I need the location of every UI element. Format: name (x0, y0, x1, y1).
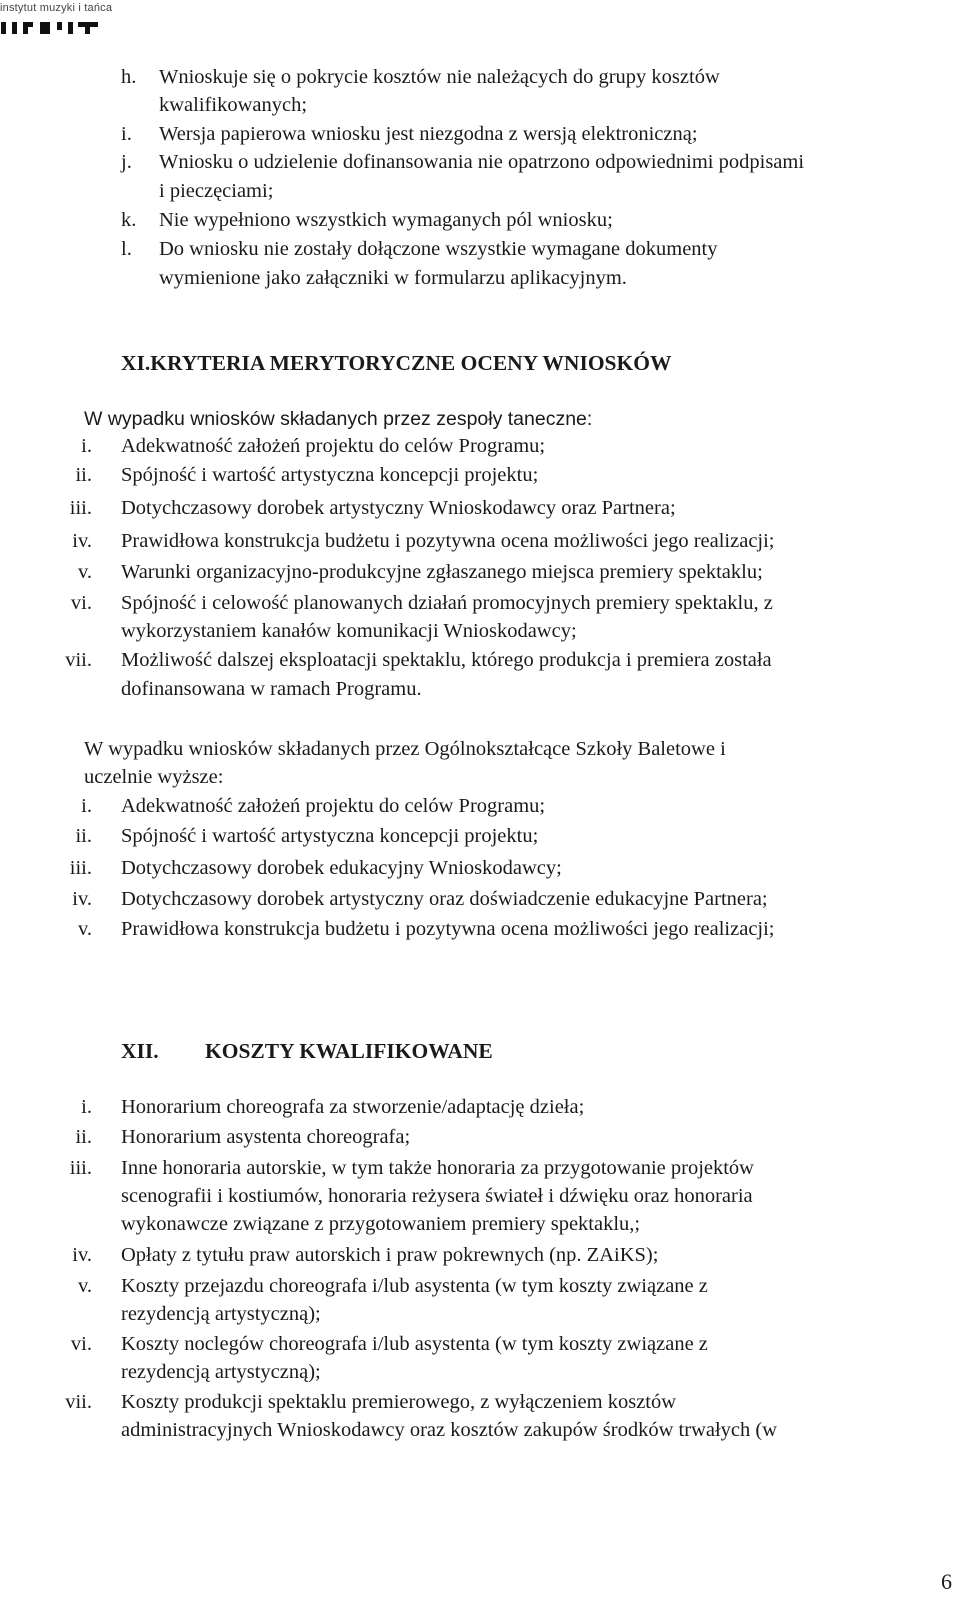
list-item-text: rezydencją artystyczną); (121, 1361, 321, 1383)
list-item-text: Honorarium choreografa za stworzenie/adaptację dzieła; (121, 1096, 585, 1118)
list-item-label: iv. (72, 1244, 92, 1266)
list-item-text: Dotychczasowy dorobek edukacyjny Wnioskodawcy; (121, 857, 562, 879)
list-item-label: j. (121, 151, 132, 173)
list-item-text: Spójność i wartość artystyczna koncepcji projektu; (121, 464, 539, 486)
list-item-label: k. (121, 209, 137, 231)
list-item-text: Prawidłowa konstrukcja budżetu i pozytywna ocena możliwości jego realizacji; (121, 918, 775, 940)
list-item-text: Prawidłowa konstrukcja budżetu i pozytywna ocena możliwości jego realizacji; (121, 530, 775, 552)
list-item-text: Koszty noclegów choreografa i/lub asystenta (w tym koszty związane z (121, 1333, 708, 1355)
list-item-text: administracyjnych Wnioskodawcy oraz kosztów zakupów środków trwałych (w (121, 1419, 778, 1441)
list-item-text: Dotychczasowy dorobek artystyczny Wnioskodawcy oraz Partnera; (121, 497, 676, 519)
list-item-label: l. (121, 238, 132, 260)
list-item-text: Adekwatność założeń projektu do celów Programu; (121, 795, 546, 817)
list-item-text: Wniosku o udzielenie dofinansowania nie opatrzono odpowiednimi podpisami (159, 151, 805, 173)
section-xii-title: KOSZTY KWALIFIKOWANE (205, 1039, 493, 1063)
list-item-text: dofinansowana w ramach Programu. (121, 678, 422, 700)
logo-text: instytut muzyki i tańca (0, 2, 113, 14)
list-item-text: Spójność i wartość artystyczna koncepcji projektu; (121, 825, 539, 847)
list-item-text: wykonawcze związane z przygotowaniem premiery spektaklu,; (121, 1213, 641, 1235)
list-item-label: h. (121, 66, 137, 88)
list-item-text: Warunki organizacyjno-produkcyjne zgłaszanego miejsca premiery spektaklu; (121, 561, 763, 583)
intro-text: uczelnie wyższe: (84, 766, 224, 788)
list-item-label: v. (77, 561, 92, 583)
list-item-label: iv. (72, 530, 92, 552)
list-item-text: Możliwość dalszej eksploatacji spektaklu, którego produkcja i premiera została (121, 649, 772, 671)
list-item-text: Koszty produkcji spektaklu premierowego, z wyłączeniem kosztów (121, 1391, 677, 1413)
list-item-label: iii. (69, 1157, 92, 1179)
list-item-label: i. (81, 1096, 92, 1118)
logo-mark-icon (0, 18, 100, 36)
section-xi-intro: W wypadku wniosków składanych przez zespoły taneczne: (84, 408, 593, 430)
list-item-label: vi. (70, 1333, 92, 1355)
list-item-text: Dotychczasowy dorobek artystyczny oraz doświadczenie edukacyjne Partnera; (121, 888, 768, 910)
list-item-label: ii. (75, 1126, 92, 1148)
list-item-text: scenografii i kostiumów, honoraria reżysera świateł i dźwięku oraz honoraria (121, 1185, 753, 1207)
list-item-text: Adekwatność założeń projektu do celów Programu; (121, 435, 546, 457)
list-item-text: Wersja papierowa wniosku jest niezgodna z wersją elektroniczną; (159, 123, 698, 145)
list-item-label: v. (77, 1275, 92, 1297)
list-item-text: wymienione jako załączniki w formularzu aplikacyjnym. (159, 267, 627, 289)
list-item-label: vii. (65, 1391, 92, 1413)
list-item-text: Inne honoraria autorskie, w tym także honoraria za przygotowanie projektów (121, 1157, 754, 1179)
intro-text: W wypadku wniosków składanych przez Ogólnokształcące Szkoły Baletowe i (84, 738, 726, 760)
list-item-label: i. (81, 435, 92, 457)
list-item-label: iii. (69, 497, 92, 519)
list-item-label: iv. (72, 888, 92, 910)
list-item-text: i pieczęciami; (159, 180, 274, 202)
list-item-label: vii. (65, 649, 92, 671)
list-item-label: ii. (75, 825, 92, 847)
list-item-text: Honorarium asystenta choreografa; (121, 1126, 411, 1148)
list-item-text: Do wniosku nie zostały dołączone wszystkie wymagane dokumenty (159, 238, 718, 260)
list-item-label: ii. (75, 464, 92, 486)
page-number: 6 (941, 1569, 952, 1594)
list-item-label: i. (121, 123, 132, 145)
list-item-text: wykorzystaniem kanałów komunikacji Wnioskodawcy; (121, 620, 577, 642)
list-item-label: vi. (70, 592, 92, 614)
list-item-text: Spójność i celowość planowanych działań promocyjnych premiery spektaklu, z (121, 592, 773, 614)
list-item-text: Koszty przejazdu choreografa i/lub asystenta (w tym koszty związane z (121, 1275, 708, 1297)
list-item-text: rezydencją artystyczną); (121, 1303, 321, 1325)
section-xi-heading: XI.KRYTERIA MERYTORYCZNE OCENY WNIOSKÓW (121, 351, 672, 375)
list-item-text: Opłaty z tytułu praw autorskich i praw pokrewnych (np. ZAiKS); (121, 1244, 659, 1266)
list-item-text: Wnioskuje się o pokrycie kosztów nie należących do grupy kosztów (159, 66, 720, 88)
section-xii-number: XII. (121, 1039, 159, 1063)
list-item-label: v. (77, 918, 92, 940)
list-item-label: iii. (69, 857, 92, 879)
list-item-text: Nie wypełniono wszystkich wymaganych pól wniosku; (159, 209, 613, 231)
list-item-label: i. (81, 795, 92, 817)
list-item-text: kwalifikowanych; (159, 94, 308, 116)
